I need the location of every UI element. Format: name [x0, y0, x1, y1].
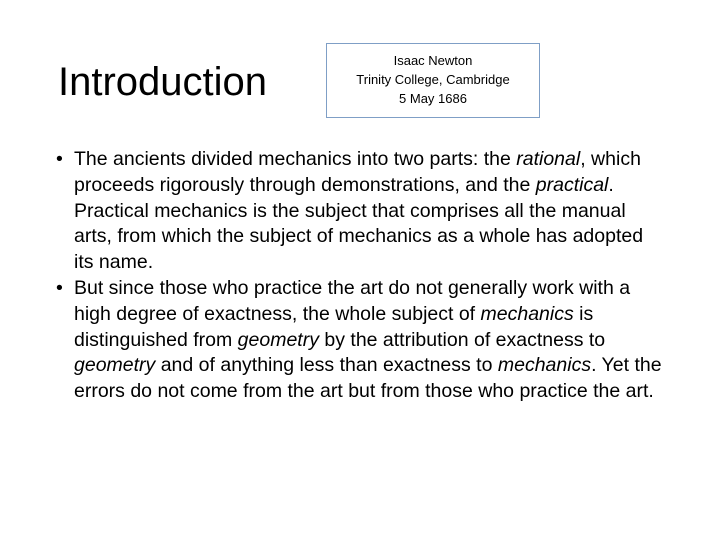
bullet-text: But since those who practice the art do not generally work with a high degree of exactness, the whole subject of — [74, 276, 631, 325]
bullet-dot-icon: • — [56, 276, 63, 299]
emphasis-text: practical — [535, 173, 609, 196]
bullet-item — [56, 147, 666, 276]
attribution-box — [326, 43, 540, 118]
bullet-item — [56, 276, 666, 405]
emphasis-text: mechanics — [480, 302, 574, 325]
bullet-text: . Yet the errors do not come from the art but from those who practice the art. — [74, 354, 662, 403]
bullet-dot-icon: • — [56, 148, 63, 170]
emphasis-text: rational — [516, 148, 581, 170]
emphasis-text: mechanics — [497, 354, 592, 377]
bullet-text: , which proceeds rigorously through demonstrations, and the — [74, 148, 641, 196]
slide-title: Introduction — [58, 60, 268, 104]
bullet-text: The ancients divided mechanics into two parts: the — [74, 148, 517, 170]
bullet-text: by the attribution of exactness to — [318, 328, 606, 351]
bullet-text: . Practical mechanics is the subject that comprises all the manual arts, from which the subject of mechanics as a whole has adopted its name. — [74, 173, 644, 274]
attribution-date: 5 May 1686 — [399, 91, 467, 106]
bullet-text: and of anything less than exactness to — [155, 354, 498, 377]
bullet-list — [56, 147, 666, 405]
emphasis-text: geometry — [74, 354, 156, 377]
author-name: Isaac Newton — [393, 53, 473, 68]
emphasis-text: geometry — [237, 328, 319, 351]
institution-name: Trinity College, Cambridge — [356, 72, 510, 87]
bullet-text: is distinguished from — [74, 302, 594, 351]
